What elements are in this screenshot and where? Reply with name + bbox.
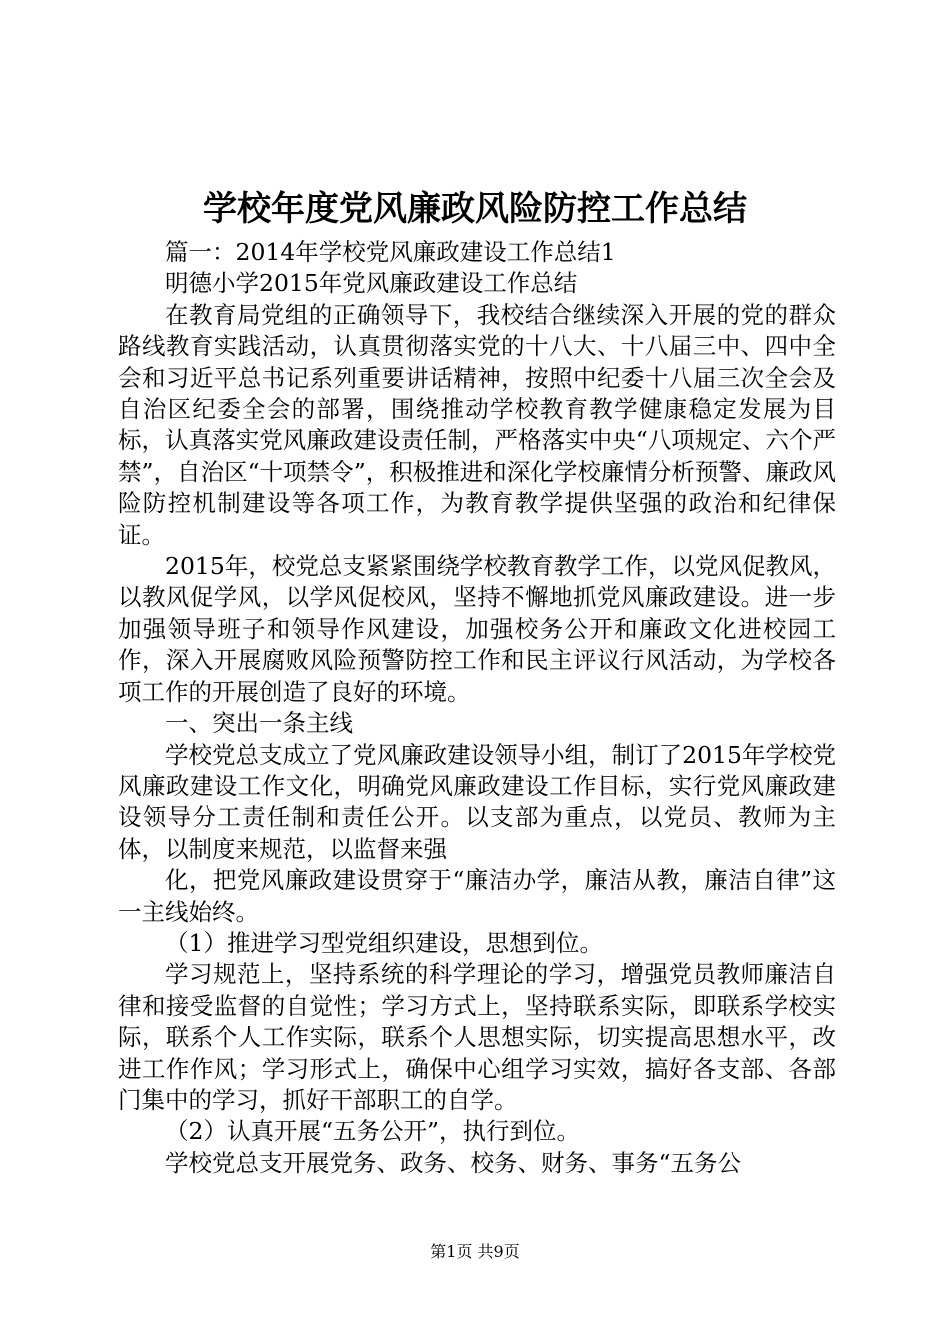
document-body: [118, 237, 836, 1179]
page-footer: 第1页 共9页: [430, 1242, 520, 1261]
document-title: 学校年度党风廉政风险防控工作总结: [203, 189, 747, 229]
paragraph-2: 明德小学2015年党风廉政建设工作总结: [165, 269, 578, 298]
paragraph-6: 化，把党风廉政建设贯穿于“廉洁办学，廉洁从教，廉洁自律”这一主线始终。: [118, 866, 836, 926]
subheading-2: （2）认真开展“五务公开”，执行到位。: [165, 1117, 580, 1146]
paragraph-8: 学校党总支开展党务、政务、校务、财务、事务“五务公: [165, 1148, 742, 1177]
paragraph-5: 学校党总支成立了党风廉政建设领导小组，制订了2015年学校党风廉政建设工作文化，明确党风廉政建设工作目标，实行党风廉政建设领导分工责任制和责任公开。以支部为重点，以党员、教师为主体，以制度来规范，以监督来强: [118, 740, 836, 863]
paragraph-3: 在教育局党组的正确领导下，我校结合继续深入开展的党的群众路线教育实践活动，认真贯彻落实党的十八大、十八届三中、四中全会和习近平总书记系列重要讲话精神，按照中纪委十八届三次全会及自治区纪委全会的部署，围绕推动学校教育教学健康稳定发展为目标，认真落实党风廉政建设责任制，严格落实中央“八项规定、六个严禁”，自治区“十项禁令”，积极推进和深化学校廉情分析预警、廉政风险防控机制建设等各项工作，为教育教学提供坚强的政治和纪律保证。: [118, 300, 836, 549]
paragraph-1: 篇一：2014年学校党风廉政建设工作总结1: [165, 238, 616, 266]
section-heading-1: 一、突出一条主线: [165, 709, 353, 738]
paragraph-7: 学习规范上，坚持系统的科学理论的学习，增强党员教师廉洁自律和接受监督的自觉性；学习方式上，坚持联系实际，即联系学校实际，联系个人工作实际，联系个人思想实际，切实提高思想水平，改进工作作风；学习形式上，确保中心组学习实效，搞好各支部、各部门集中的学习，抓好干部职工的自学。: [118, 960, 836, 1114]
subheading-1: （1）推进学习型党组织建设，思想到位。: [165, 928, 603, 957]
paragraph-4: 2015年，校党总支紧紧围绕学校教育教学工作，以党风促教风，以教风促学风，以学风促校风，坚持不懈地抓党风廉政建设。进一步加强领导班子和领导作风建设，加强校务公开和廉政文化进校园工作，深入开展腐败风险预警防控工作和民主评议行风活动，为学校各项工作的开展创造了良好的环境。: [118, 552, 836, 706]
